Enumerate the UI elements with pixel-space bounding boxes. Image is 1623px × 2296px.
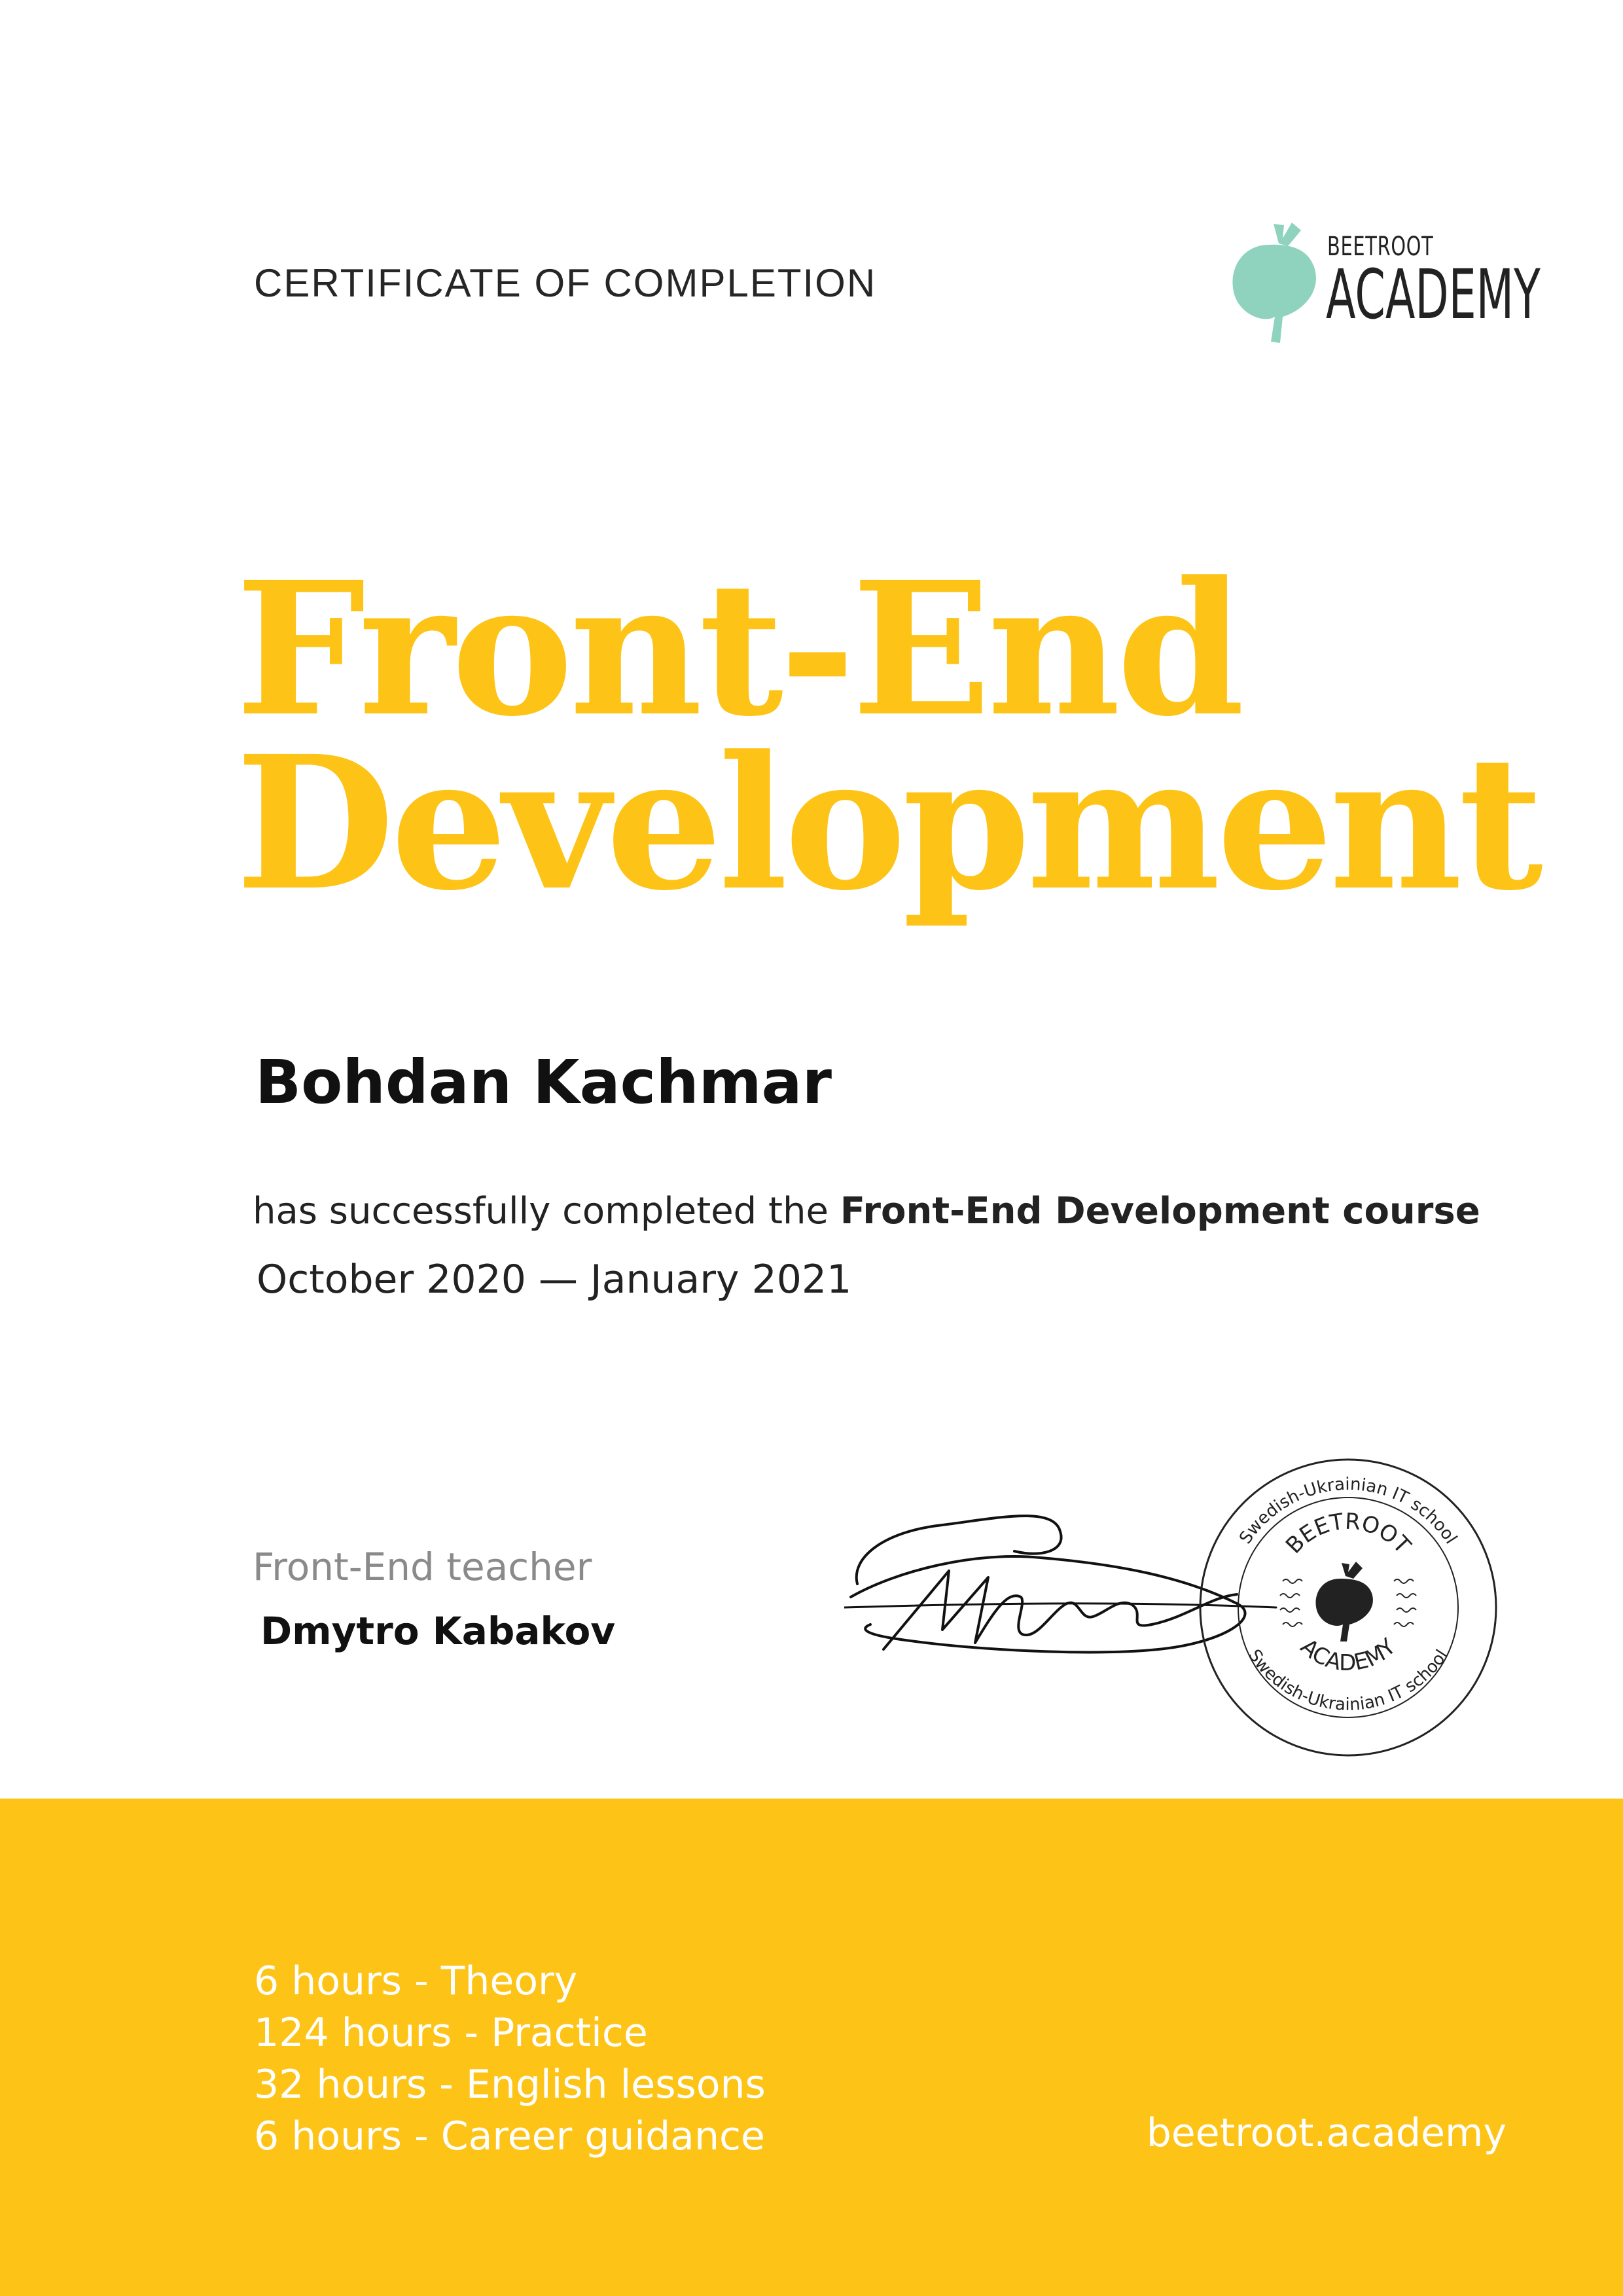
hours-item: 124 hours - Practice [254, 2010, 648, 2056]
course-title-line1: Front-End [236, 542, 1241, 757]
completion-course-name: Front-End Development course [840, 1190, 1480, 1232]
stamp-bottom-text: ACADEMY [1295, 1634, 1401, 1677]
course-title [236, 542, 1540, 931]
hours-item: 6 hours - Theory [254, 1958, 578, 2004]
teacher-name: Dmytro Kabakov [260, 1609, 616, 1653]
hours-list [254, 1956, 766, 2162]
completion-statement [253, 1190, 1480, 1232]
svg-text:BEETROOT [1281, 1509, 1416, 1559]
course-dates: October 2020 — January 2021 [257, 1257, 852, 1302]
footer-band [0, 1799, 1623, 2296]
svg-text:ACADEMY [1295, 1634, 1401, 1676]
student-name: Bohdan Kachmar [255, 1047, 832, 1117]
beetroot-academy-logo [1228, 219, 1541, 350]
beetroot-icon [1228, 219, 1326, 350]
course-title-line2: Development [236, 716, 1540, 931]
completion-prefix: has successfully completed the [253, 1190, 829, 1232]
stamp-outer-text-bottom: Swedish-Ukrainian IT school [1244, 1645, 1452, 1715]
stamp-top-text: BEETROOT [1281, 1508, 1416, 1559]
certificate-label: CERTIFICATE OF COMPLETION [254, 261, 877, 305]
hours-item: 32 hours - English lessons [254, 2062, 766, 2108]
school-stamp [1191, 1450, 1505, 1765]
beetroot-icon [1316, 1562, 1373, 1641]
logo-bottom-text: ACADEMY [1326, 255, 1541, 334]
hours-item: 6 hours - Career guidance [254, 2113, 765, 2159]
stamp-outer-text-top: Swedish-Ukrainian IT school [1236, 1474, 1461, 1548]
logo-top-text: BEETROOT [1327, 232, 1434, 262]
teacher-role: Front-End teacher [253, 1545, 592, 1589]
website-link[interactable]: beetroot.academy [1146, 2110, 1507, 2156]
